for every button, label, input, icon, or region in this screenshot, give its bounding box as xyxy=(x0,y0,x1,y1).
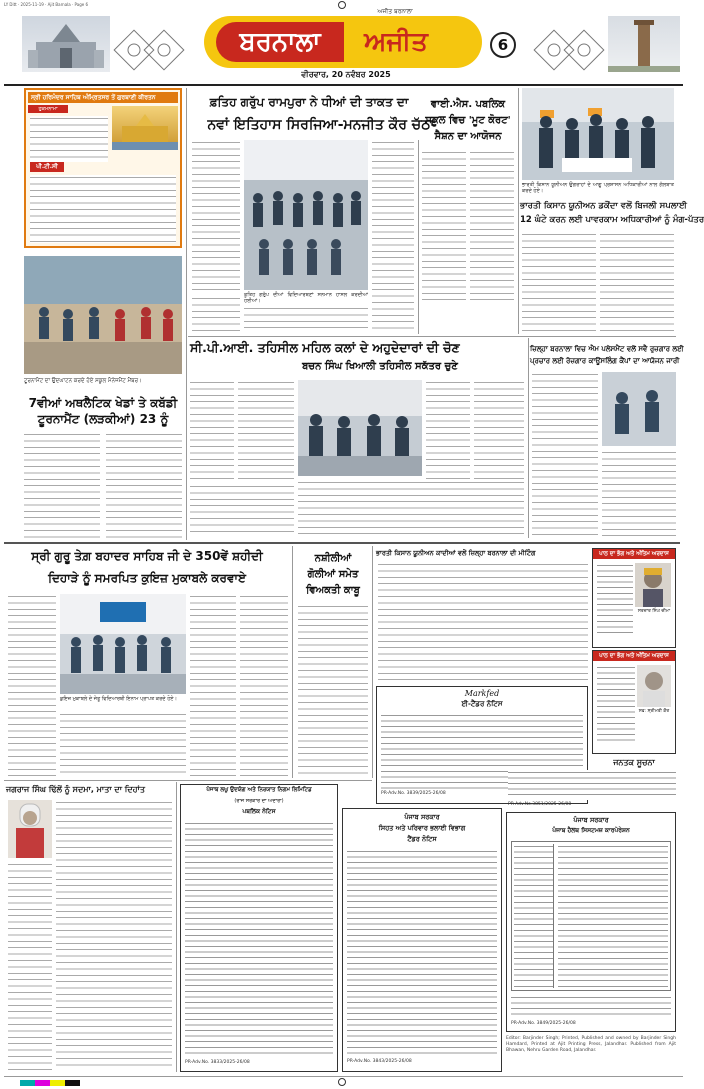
cpi-body-5 xyxy=(298,480,524,536)
health-kind: ਟੈਂਡਰ ਨੋਟਿਸ xyxy=(407,835,437,843)
kisan-headline-1: ਭਾਰਤੀ ਕਿਸਾਨ ਯੂਨੀਅਨ ਡਕੌਂਦਾ ਵਲੋਂ ਬਿਜਲੀ ਸਪਲਾਈ xyxy=(520,201,687,211)
obituary-1-name: ਸਰਦਾਰ ਸਿੰਘ ਚੀਮਾ xyxy=(637,609,671,614)
phsc-ad xyxy=(506,812,676,1032)
moot-headline-1: ਵਾਈ.ਐਸ. ਪਬਲਿਕ xyxy=(430,99,506,110)
health-text xyxy=(347,849,497,1055)
kisan-headline-2: 12 ਘੰਟੇ ਕਰਨ ਲਈ ਪਾਵਰਕਾਮ ਅਧਿਕਾਰੀਆਂ ਨੂੰ ਮੰਗ-ਪੱਤਰ xyxy=(520,215,704,225)
health-ad xyxy=(342,808,502,1072)
column-rule-4 xyxy=(528,338,529,538)
athletics-photo xyxy=(24,256,182,374)
etender-title: ਈ-ਟੈਂਡਰ ਨੋਟਿਸ xyxy=(461,700,503,708)
cpi-photo xyxy=(298,380,422,476)
condolence-body-1 xyxy=(56,800,172,1070)
edition-name: ਬਰਨਾਲਾ xyxy=(216,22,344,62)
athletics-body-2 xyxy=(106,432,182,540)
gurdwara-image xyxy=(22,16,110,72)
lead-body-3 xyxy=(192,296,240,332)
feature-title: ਸ੍ਰੀ ਹਰਿਮੰਦਰ ਸਾਹਿਬ ਅੰਮ੍ਰਿਤਸਰ ਤੋਂ ਗੁਰਬਾਣੀ ਕੀਰਤਨ xyxy=(28,92,178,103)
ornament-right xyxy=(534,30,604,70)
public-notice-title: ਜਨਤਕ ਸੂਚਨਾ xyxy=(613,758,655,767)
cpi-body-1 xyxy=(190,380,234,480)
feature-box xyxy=(24,88,182,248)
masthead-rule xyxy=(4,84,683,86)
bku-headline: ਭਾਰਤੀ ਕਿਸਾਨ ਯੂਨੀਅਨ ਕਾਦੀਆਂ ਵਲੋਂ ਜ਼ਿਲ੍ਹਾ ਬਰਨਾਲਾ ਦੀ ਮੀਟਿੰਗ xyxy=(376,549,536,557)
masthead-banner xyxy=(204,8,482,68)
registration-mark xyxy=(338,1,346,9)
phsc-title-1: ਪੰਜਾਬ ਸਰਕਾਰ xyxy=(573,816,609,824)
column-rule-6 xyxy=(372,546,373,778)
public-notice-text xyxy=(508,770,676,800)
athletics-headline-1: 7ਵੀਆਂ ਅਥਲੈਟਿਕ ਖੇਡਾਂ ਤੇ ਕਬੱਡੀ xyxy=(28,396,178,410)
feature-tag: ਹੁਕਮਨਾਮਾ xyxy=(28,105,68,113)
infra-text xyxy=(185,821,333,1057)
phsc-ref: PR-Adv.No. 3849/2025-26/08 xyxy=(511,1021,576,1026)
moot-headline-3: ਸੈਸ਼ਨ ਦਾ ਆਯੋਜਨ xyxy=(434,131,502,142)
drugs-headline-2: ਗੋਲੀਆਂ ਸਮੇਤ xyxy=(307,569,359,580)
ngo-headline-1: ਜ਼ਿਲ੍ਹਾ ਬਰਨਾਲਾ ਵਿਚ ਐਮ ਪਲੇਸਮੈਂਟ ਵਲੋਂ ਸਵੈ ਰੁਜ਼ਗਾਰ ਲਈ xyxy=(530,345,684,353)
etender-ref: PR-Adv.No. 3839/2025-26/08 xyxy=(381,791,446,796)
etender-brand: Markfed xyxy=(464,689,500,698)
infra-ad xyxy=(180,784,338,1072)
monument-image xyxy=(608,16,680,72)
quiz-body-3 xyxy=(240,594,288,778)
cpi-headline-2: ਬਚਨ ਸਿੰਘ ਖਿਆਲੀ ਤਹਿਸੀਲ ਸਕੱਤਰ ਚੁਣੇ xyxy=(302,361,458,372)
issue-date: ਵੀਰਵਾਰ, 20 ਨਵੰਬਰ 2025 xyxy=(301,70,391,79)
bku-body xyxy=(378,562,588,682)
obituary-2-portrait xyxy=(637,665,671,707)
ornament-left xyxy=(114,30,184,70)
lead-headline-2: ਨਵਾਂ ਇਤਿਹਾਸ ਸਿਰਜਿਆ-ਮਨਜੀਤ ਕੌਰ ਚੱਠਾ xyxy=(207,117,435,133)
public-notice-ref: PR-Adv.No.3851/2025-26/08 xyxy=(508,802,572,807)
feature-text-1 xyxy=(30,116,108,162)
ptc-badge: ਪੀ.ਟੀ.ਸੀ xyxy=(30,162,64,172)
lead-headline-1: ਫ਼ਤਿਹ ਗਰੁੱਪ ਰਾਮਪੁਰਾ ਨੇ ਧੀਆਂ ਦੀ ਤਾਕਤ ਦਾ xyxy=(209,95,409,109)
cpi-body-2 xyxy=(238,380,294,480)
kisan-photo xyxy=(522,88,674,180)
health-title-2: ਸਿਹਤ ਅਤੇ ਪਰਿਵਾਰ ਭਲਾਈ ਵਿਭਾਗ xyxy=(378,824,466,832)
kisan-caption: ਭਾਰਤੀ ਕਿਸਾਨ ਯੂਨੀਅਨ ਉਗਰਾਹਾਂ ਦੇ ਆਗੂ ਪ੍ਰਸ਼ਾਸਨ ਅਧਿਕਾਰੀਆਂ ਨਾਲ ਗੱਲਬਾਤ ਕਰਦੇ ਹੋਏ। xyxy=(522,182,674,195)
column-rule-5 xyxy=(292,546,293,778)
cpi-body-3 xyxy=(426,380,470,480)
condolence-portrait xyxy=(8,800,52,858)
quiz-photo xyxy=(60,594,186,694)
phsc-text xyxy=(511,995,671,1019)
drugs-headline-3: ਵਿਅਕਤੀ ਕਾਬੂ xyxy=(306,585,360,596)
section-rule-1 xyxy=(188,336,676,337)
section-rule-3 xyxy=(4,780,372,781)
lead-caption: ਫ਼ਤਿਹ ਗਰੁੱਪ ਦੀਆਂ ਵਿਦਿਆਰਥਣਾਂ ਸਨਮਾਨ ਹਾਸਲ ਕਰਦੀਆਂ ਹੋਈਆਂ। xyxy=(244,292,368,305)
quiz-body-1 xyxy=(8,594,56,778)
obituary-1-text xyxy=(597,563,633,633)
lead-body-1 xyxy=(192,140,240,290)
ngo-body-2 xyxy=(602,450,676,538)
obituary-2 xyxy=(592,650,676,754)
obituary-1-portrait xyxy=(635,563,671,607)
feature-text-2 xyxy=(30,175,176,243)
column-rule-1 xyxy=(186,88,187,540)
moot-body-2 xyxy=(470,150,514,300)
lead-body-5 xyxy=(372,300,414,332)
drugs-body xyxy=(298,604,368,776)
registration-mark-bottom xyxy=(338,1078,346,1086)
section-rule-2 xyxy=(4,542,680,544)
print-meta: LY Ditt · 2025-11-19 · Ajit Barnala · Page 6 xyxy=(4,2,89,7)
lead-body-4 xyxy=(244,306,368,332)
cpi-headline-1: ਸੀ.ਪੀ.ਆਈ. ਤਹਿਸੀਲ ਮਹਿਲ ਕਲਾਂ ਦੇ ਅਹੁਦੇਦਾਰਾਂ ਦੀ ਚੋਣ xyxy=(190,340,460,355)
quiz-body-4 xyxy=(60,712,186,778)
page-number: 6 xyxy=(490,32,516,58)
brand-name: ਅਜੀਤ xyxy=(364,27,428,57)
infra-kind: ਪਬਲਿਕ ਨੋਟਿਸ xyxy=(242,808,276,815)
phsc-title-2: ਪੰਜਾਬ ਹੈਲਥ ਸਿਸਟਮਜ਼ ਕਾਰਪੋਰੇਸ਼ਨ xyxy=(552,827,630,834)
imprint: Editor: Barjinder Singh; Printed, Published and owned by Barjinder Singh Hamdard, Printed at Ajit Printing Press, Jalandhar. Published from Ajit Bhawan, Nehru Garden Road, Jalandhar. xyxy=(506,1036,676,1053)
obituary-2-title: ਪਾਠ ਦਾ ਭੋਗ ਅਤੇ ਅੰਤਿਮ ਅਰਦਾਸ xyxy=(593,651,675,661)
infra-subtitle: (ਰਾਜ ਸਰਕਾਰ ਦਾ ਅਦਾਰਾ) xyxy=(234,798,284,804)
infra-ref: PR-Adv.No. 3833/2025-26/08 xyxy=(185,1060,250,1065)
drugs-headline-1: ਨਸ਼ੀਲੀਆਂ xyxy=(314,553,352,564)
phsc-table xyxy=(511,841,671,991)
supplement-label: ਅਜੀਤ ਬਰਨਾਲਾ xyxy=(377,8,413,15)
golden-temple-image xyxy=(112,106,178,150)
lead-body-2 xyxy=(372,140,414,300)
quiz-headline-2: ਦਿਹਾੜੇ ਨੂੰ ਸਮਰਪਿਤ ਕੁਇਜ਼ ਮੁਕਾਬਲੇ ਕਰਵਾਏ xyxy=(48,571,246,585)
athletics-headline-2: ਟੂਰਨਾਮੈਂਟ (ਲੜਕੀਆਂ) 23 ਨੂੰ xyxy=(37,412,169,426)
kisan-body-2 xyxy=(600,232,674,334)
cpi-body-4 xyxy=(474,380,524,480)
column-rule-3 xyxy=(518,88,519,334)
obituary-1 xyxy=(592,548,676,648)
column-rule-7 xyxy=(176,782,177,1072)
moot-headline-2: ਸਕੂਲ ਵਿਚ 'ਮੂਟ ਕੋਰਟ' xyxy=(425,115,511,126)
color-bar xyxy=(20,1080,80,1086)
quiz-body-2 xyxy=(190,594,236,778)
athletics-caption: ਟੂਰਨਾਮੈਂਟ ਦਾ ਉਦਘਾਟਨ ਕਰਦੇ ਹੋਏ ਸਕੂਲ ਮੈਨੇਜਮੈਂਟ ਮੈਂਬਰ। xyxy=(24,378,142,384)
bottom-rule xyxy=(4,1076,683,1077)
obituary-2-name: ਸਵ: ਸ੍ਰੀਮਤੀ ਕੌਰ xyxy=(638,709,670,714)
lead-photo xyxy=(244,140,368,290)
moot-body-1 xyxy=(422,150,466,300)
obituary-1-title: ਪਾਠ ਦਾ ਭੋਗ ਅਤੇ ਅੰਤਿਮ ਅਰਦਾਸ xyxy=(593,549,675,559)
quiz-caption: ਕੁਇਜ਼ ਮੁਕਾਬਲੇ ਦੇ ਜੇਤੂ ਵਿਦਿਆਰਥੀ ਇਨਾਮ ਪ੍ਰਾਪਤ ਕਰਦੇ ਹੋਏ। xyxy=(60,696,177,702)
column-rule-2 xyxy=(418,140,419,334)
kisan-body-1 xyxy=(522,232,596,334)
health-ref: PR-Adv.No. 3843/2025-26/08 xyxy=(347,1059,412,1064)
ngo-headline-2: ਪ੍ਰਚਾਰ ਲਈ ਰੋਜ਼ਗਾਰ ਕਾਊਂਸਲਿੰਗ ਕੈਂਪਾਂ ਦਾ ਆਯੋਜਨ ਜਾਰੀ xyxy=(530,357,680,365)
athletics-body-1 xyxy=(24,432,100,540)
health-title-1: ਪੰਜਾਬ ਸਰਕਾਰ xyxy=(404,813,440,821)
condolence-body-2 xyxy=(8,862,52,1070)
condolence-headline: ਜਗਰਾਜ ਸਿੰਘ ਢਿੱਲੋਂ ਨੂੰ ਸਦਮਾ, ਮਾਤਾ ਦਾ ਦਿਹਾਂਤ xyxy=(6,785,145,794)
quiz-headline-1: ਸ੍ਰੀ ਗੁਰੂ ਤੇਗ਼ ਬਹਾਦਰ ਸਾਹਿਬ ਜੀ ਦੇ 350ਵੇਂ ਸ਼ਹੀਦੀ xyxy=(31,549,263,563)
ngo-photo xyxy=(602,372,676,446)
infra-title: ਪੰਜਾਬ ਲਘੂ ਉਦਯੋਗ ਅਤੇ ਨਿਰਯਾਤ ਨਿਗਮ ਲਿਮਿਟਿਡ xyxy=(206,787,312,793)
cpi-body-6 xyxy=(190,484,294,536)
masthead xyxy=(4,8,683,84)
ngo-body-1 xyxy=(532,372,598,538)
obituary-2-text xyxy=(597,665,635,745)
